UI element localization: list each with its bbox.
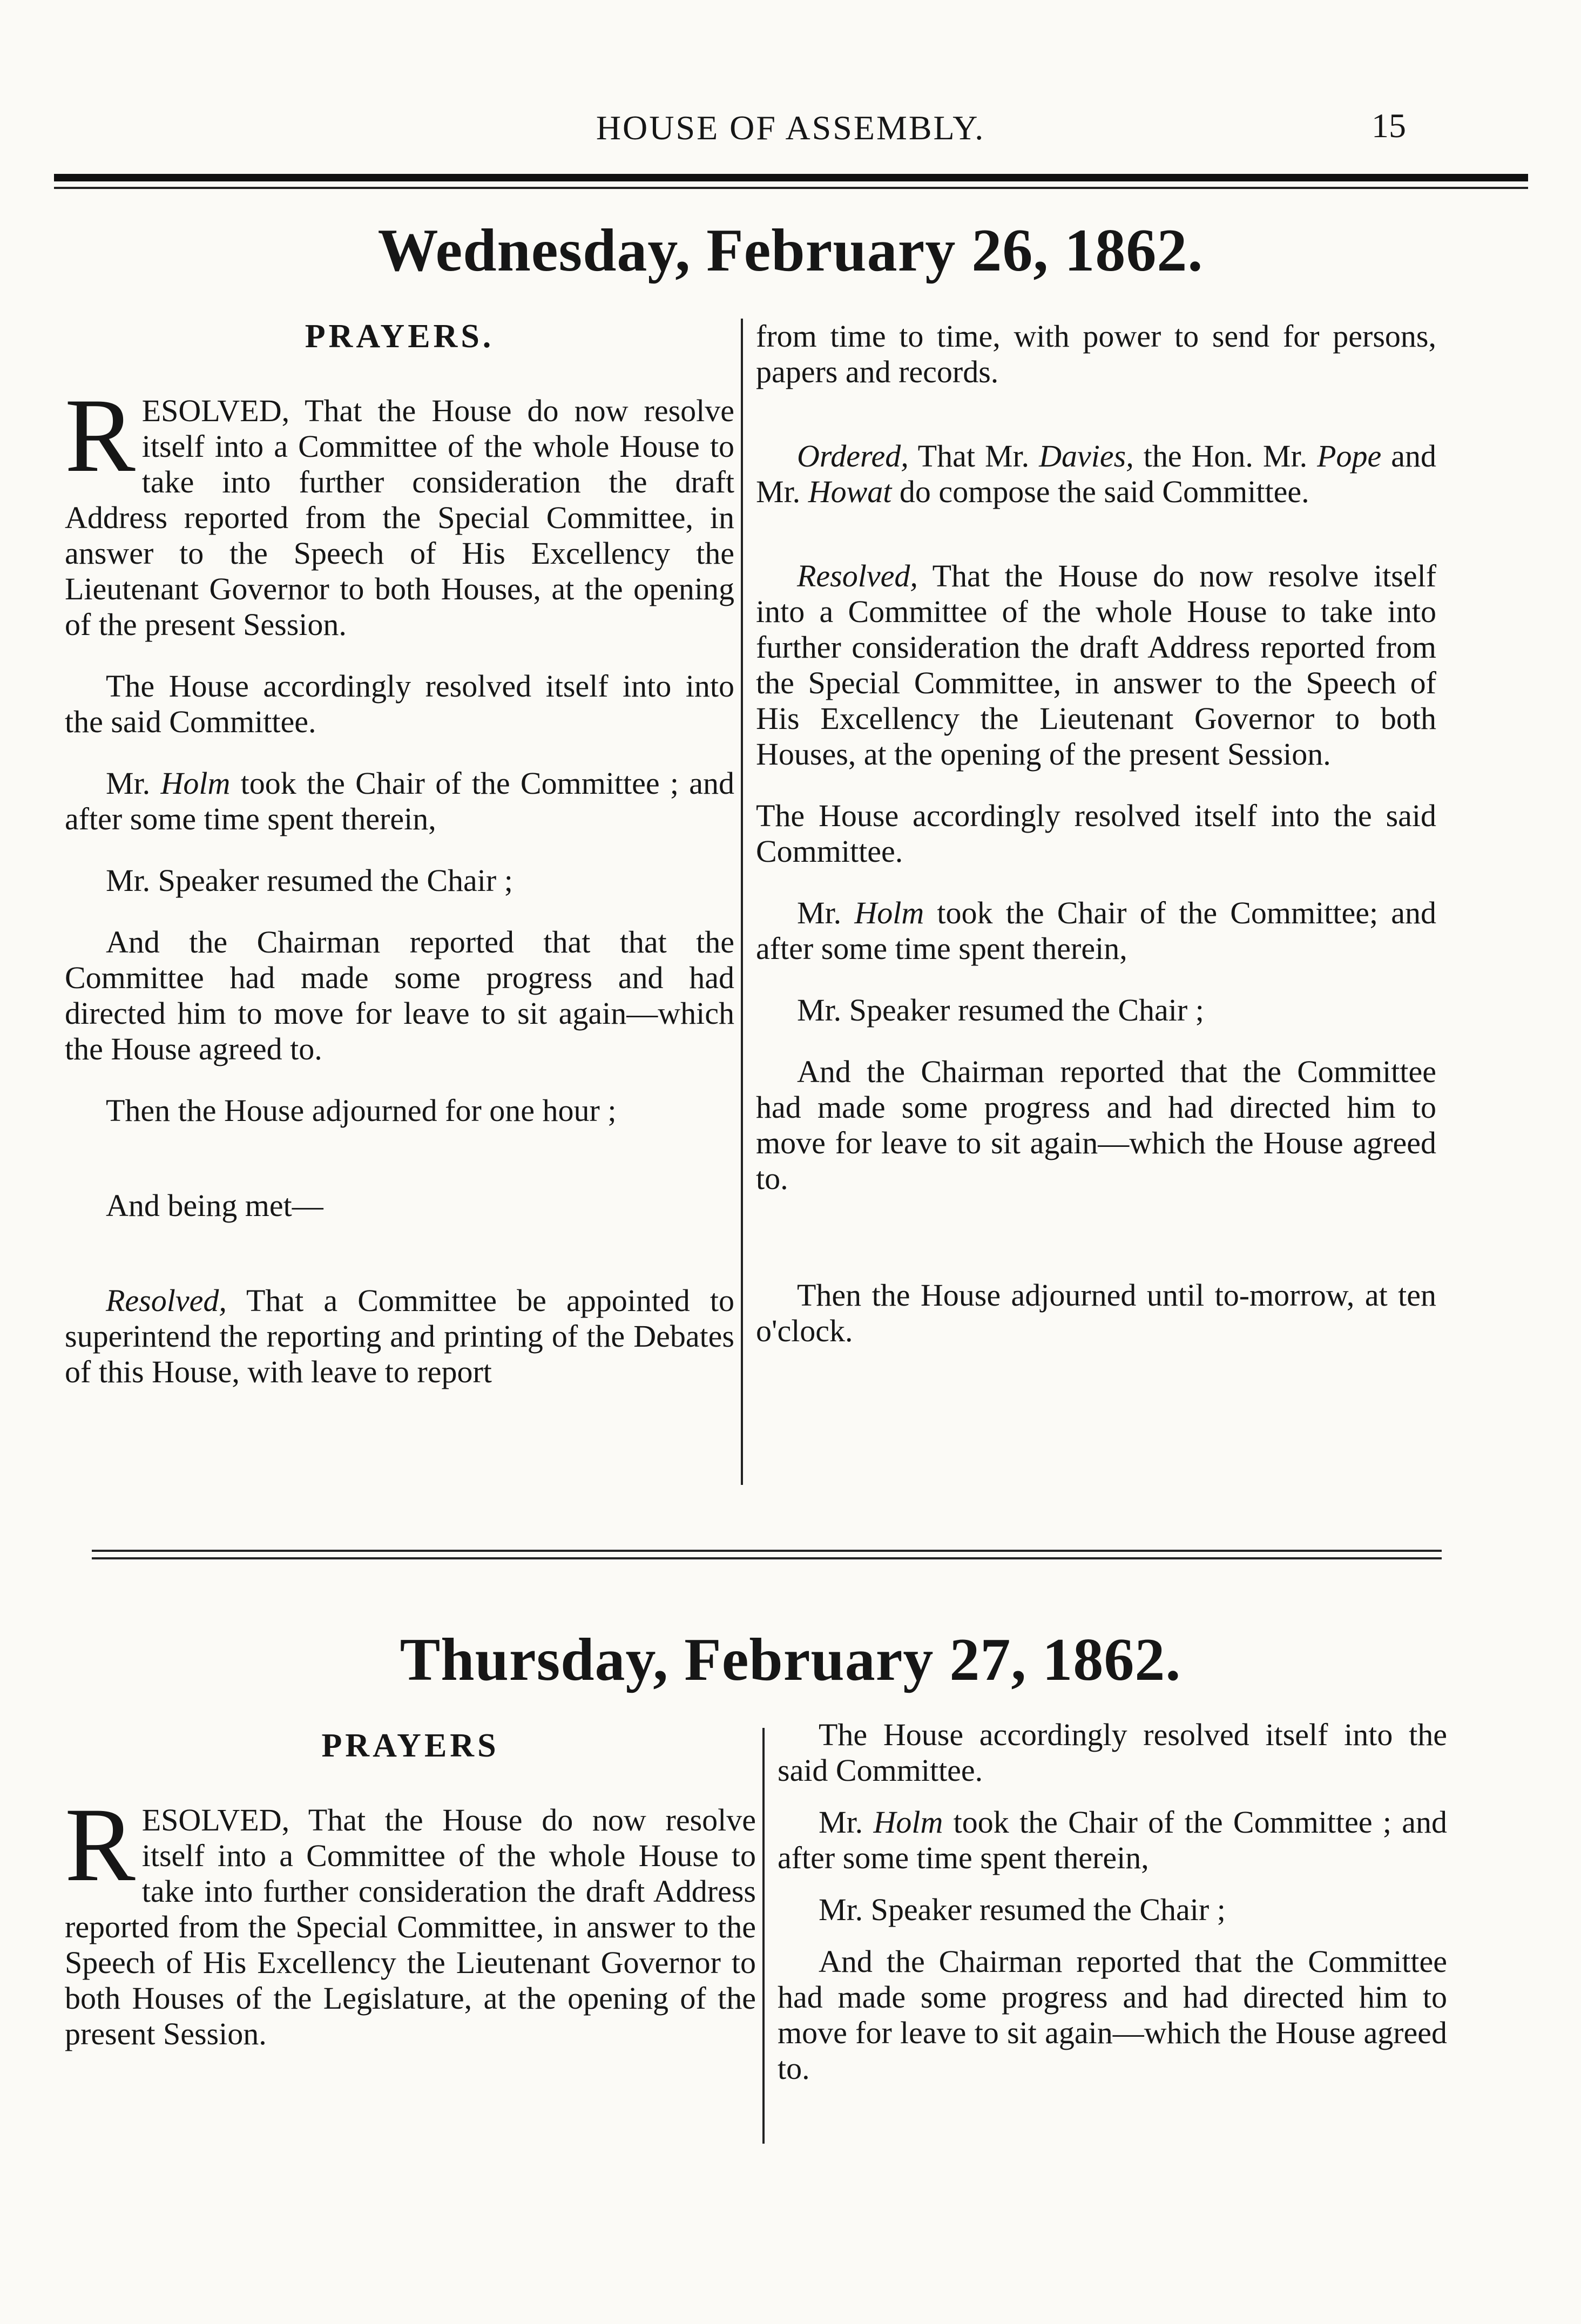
paragraph: And the Chairman reported that the Committee had made some progress and had directed him to move for leave to sit again—which the House agreed to. bbox=[756, 1054, 1436, 1196]
lead-word: Ordered, bbox=[797, 438, 909, 474]
prayers-heading: PRAYERS. bbox=[305, 318, 495, 355]
text: took the Chair of the Committee; and after some time spent therein, bbox=[756, 895, 1437, 966]
text: took the Chair of the Committee ; and after some time spent therein, bbox=[65, 766, 735, 836]
text: That Mr. bbox=[917, 438, 1030, 474]
paragraph: Then the House adjourned until to-morrow, at ten o'clock. bbox=[756, 1278, 1436, 1348]
text: and Mr. bbox=[756, 438, 1437, 509]
paragraph: And the Chairman reported that the Committee had made some progress and had directed him to move for leave to sit again—which the House agreed to. bbox=[778, 1944, 1447, 2086]
wednesday-date-heading: Wednesday, February 26, 1862. bbox=[377, 217, 1204, 284]
text: the Hon. Mr. bbox=[1143, 438, 1308, 474]
column-divider bbox=[762, 1728, 765, 2144]
member-name: Holm bbox=[854, 895, 924, 930]
paragraph: Mr. Speaker resumed the Chair ; bbox=[797, 992, 1204, 1028]
thursday-right-column bbox=[778, 1717, 1447, 2112]
resolution-text: ESOLVED, That the House do now resolve itself into a Committee of the whole House to take into further consideration the draft Address reported from the Special Committee, in answer to the Speech of His Excellency the Lieutenant Governor to both Houses, at the opening of the present Session. bbox=[65, 393, 734, 642]
header-rule-thin bbox=[54, 187, 1528, 189]
wednesday-right-column bbox=[756, 319, 1436, 1375]
resolution-paragraph bbox=[65, 377, 734, 643]
text: Mr. bbox=[819, 1805, 863, 1840]
paragraph: The House accordingly resolved itself into the said Committee. bbox=[756, 798, 1436, 869]
column-divider bbox=[741, 319, 743, 1485]
paragraph: The House accordingly resolved itself into into the said Committee. bbox=[65, 668, 734, 739]
paragraph bbox=[756, 558, 1436, 772]
paragraph: And being met— bbox=[106, 1188, 323, 1223]
paragraph: Mr. Speaker resumed the Chair ; bbox=[819, 1892, 1226, 1927]
text: took the Chair of the Committee ; and after some time spent therein, bbox=[778, 1805, 1448, 1875]
page-number: 15 bbox=[1371, 106, 1406, 145]
section-separator-rule bbox=[92, 1557, 1442, 1559]
running-head: HOUSE OF ASSEMBLY. bbox=[596, 109, 985, 147]
paragraph: Mr. Speaker resumed the Chair ; bbox=[106, 863, 513, 898]
drop-cap: R bbox=[65, 377, 136, 494]
prayers-heading: PRAYERS bbox=[321, 1727, 499, 1764]
header-rule-thick bbox=[54, 174, 1528, 181]
paragraph bbox=[756, 895, 1436, 967]
text: Mr. bbox=[106, 766, 151, 801]
member-name: Howat bbox=[808, 474, 892, 509]
text: Mr. bbox=[797, 895, 842, 930]
member-name: Pope bbox=[1317, 438, 1382, 474]
paragraph bbox=[65, 1283, 734, 1390]
text: That the House do now resolve itself into a Committee of the whole House to take into further consideration the draft Address reported from the Special Committee, in answer to the Speech of His Excellency the Lieutenant Governor to both Houses, at the opening of the present Session. bbox=[756, 558, 1437, 772]
drop-cap: R bbox=[65, 1786, 136, 1903]
paragraph: from time to time, with power to send for persons, papers and records. bbox=[756, 319, 1436, 389]
thursday-date-heading: Thursday, February 27, 1862. bbox=[400, 1626, 1181, 1693]
text: That a Committee be appointed to superintend the reporting and printing of the Debates of this House, with leave to report bbox=[65, 1283, 734, 1389]
paragraph: And the Chairman reported that that the Committee had made some progress and had directed him to move for leave to sit again—which the House agreed to. bbox=[65, 924, 734, 1066]
member-name: Davies, bbox=[1039, 438, 1134, 474]
paragraph bbox=[778, 1805, 1447, 1876]
member-name: Holm bbox=[873, 1805, 943, 1840]
wednesday-left-column bbox=[65, 319, 734, 1416]
paragraph: The House accordingly resolved itself into the said Committee. bbox=[778, 1717, 1447, 1788]
member-name: Holm bbox=[160, 766, 231, 801]
text: do compose the said Committee. bbox=[899, 474, 1309, 509]
thursday-left-column bbox=[65, 1728, 756, 2078]
lead-word: Resolved, bbox=[106, 1283, 227, 1318]
section-separator-rule bbox=[92, 1550, 1442, 1552]
paragraph bbox=[65, 766, 734, 837]
lead-word: Resolved, bbox=[797, 558, 918, 593]
paragraph: Then the House adjourned for one hour ; bbox=[106, 1093, 617, 1128]
paragraph bbox=[756, 438, 1436, 510]
resolution-text: ESOLVED, That the House do now resolve itself into a Committee of the whole House to take into further consideration the draft Address reported from the Special Committee, in answer to the Speech of His Excellency the Lieutenant Governor to both Houses of the Legislature, at the opening of the present Session. bbox=[65, 1802, 756, 2051]
resolution-paragraph bbox=[65, 1786, 756, 2052]
